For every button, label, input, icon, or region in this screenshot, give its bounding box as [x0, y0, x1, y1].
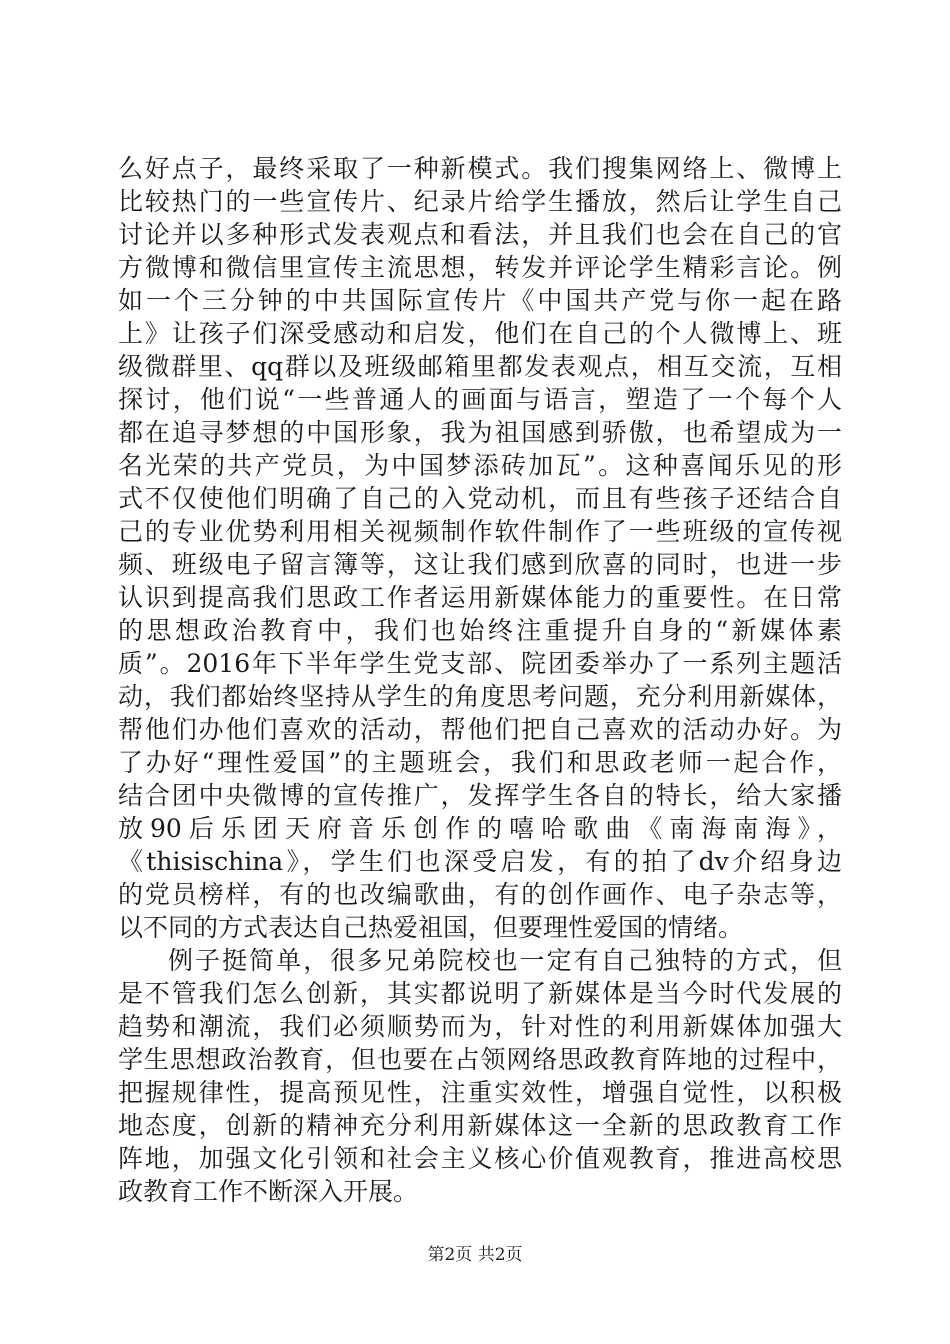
text-line: 的思想政治教育中，我们也始终注重提升自身的“新媒体素 [118, 616, 842, 645]
text-line: 例子挺简单，很多兄弟院校也一定有自己独特的方式，但 [168, 946, 842, 975]
document-body [118, 152, 842, 1208]
paragraph-1 [118, 152, 842, 944]
text-line: 结合团中央微博的宣传推广，发挥学生各自的特长，给大家播 [118, 781, 842, 810]
text-line: 阵地，加强文化引领和社会主义核心价值观教育，推进高校思 [118, 1144, 842, 1173]
text-line: 地态度，创新的精神充分利用新媒体这一全新的思政教育工作 [118, 1111, 842, 1140]
text-line: 以不同的方式表达自己热爱祖国，但要理性爱国的情绪。 [118, 913, 744, 942]
text-line: 频、班级电子留言簿等，这让我们感到欣喜的同时，也进一步 [118, 550, 842, 579]
text-line: 探讨，他们说“一些普通人的画面与语言，塑造了一个每个人 [118, 385, 842, 414]
text-line: 质”。2016年下半年学生党支部、院团委举办了一系列主题活 [118, 649, 842, 678]
text-line: 动，我们都始终坚持从学生的角度思考问题，充分利用新媒体， [118, 682, 842, 711]
text-line: 级微群里、qq群以及班级邮箱里都发表观点，相互交流，互相 [118, 352, 842, 381]
text-line: 帮他们办他们喜欢的活动，帮他们把自己喜欢的活动办好。为 [118, 715, 842, 744]
text-line: 的党员榜样，有的也改编歌曲，有的创作画作、电子杂志等， [118, 880, 842, 909]
text-line: 上》让孩子们深受感动和启发，他们在自己的个人微博上、班 [118, 319, 842, 348]
text-line: 《thisischina》，学生们也深受启发，有的拍了dv介绍身边 [118, 847, 842, 876]
text-line: 政教育工作不断深入开展。 [118, 1177, 419, 1206]
text-line: 趋势和潮流，我们必须顺势而为，针对性的利用新媒体加强大 [118, 1012, 842, 1041]
text-line: 方微博和微信里宣传主流思想，转发并评论学生精彩言论。例 [118, 253, 842, 282]
text-line: 己的专业优势利用相关视频制作软件制作了一些班级的宣传视 [118, 517, 842, 546]
text-line: 式不仅使他们明确了自己的入党动机，而且有些孩子还结合自 [118, 484, 842, 513]
text-line: 么好点子，最终采取了一种新模式。我们搜集网络上、微博上 [118, 154, 842, 183]
text-line: 学生思想政治教育，但也要在占领网络思政教育阵地的过程中， [118, 1045, 842, 1074]
paragraph-2 [118, 944, 842, 1208]
text-line: 把握规律性，提高预见性，注重实效性，增强自觉性，以积极 [118, 1078, 842, 1107]
text-line: 名光荣的共产党员，为中国梦添砖加瓦”。这种喜闻乐见的形 [118, 451, 842, 480]
page-footer: 第2页 共2页 [427, 1245, 523, 1265]
text-line: 是不管我们怎么创新，其实都说明了新媒体是当今时代发展的 [118, 979, 842, 1008]
text-line: 如一个三分钟的中共国际宣传片《中国共产党与你一起在路 [118, 286, 842, 315]
text-line: 讨论并以多种形式发表观点和看法，并且我们也会在自己的官 [118, 220, 842, 249]
text-line: 比较热门的一些宣传片、纪录片给学生播放，然后让学生自己 [118, 187, 842, 216]
text-line: 放90后乐团天府音乐创作的嘻哈歌曲《南海南海》， [118, 814, 842, 843]
text-line: 都在追寻梦想的中国形象，我为祖国感到骄傲，也希望成为一 [118, 418, 842, 447]
text-line: 认识到提高我们思政工作者运用新媒体能力的重要性。在日常 [118, 583, 842, 612]
text-line: 了办好“理性爱国”的主题班会，我们和思政老师一起合作， [118, 748, 842, 777]
